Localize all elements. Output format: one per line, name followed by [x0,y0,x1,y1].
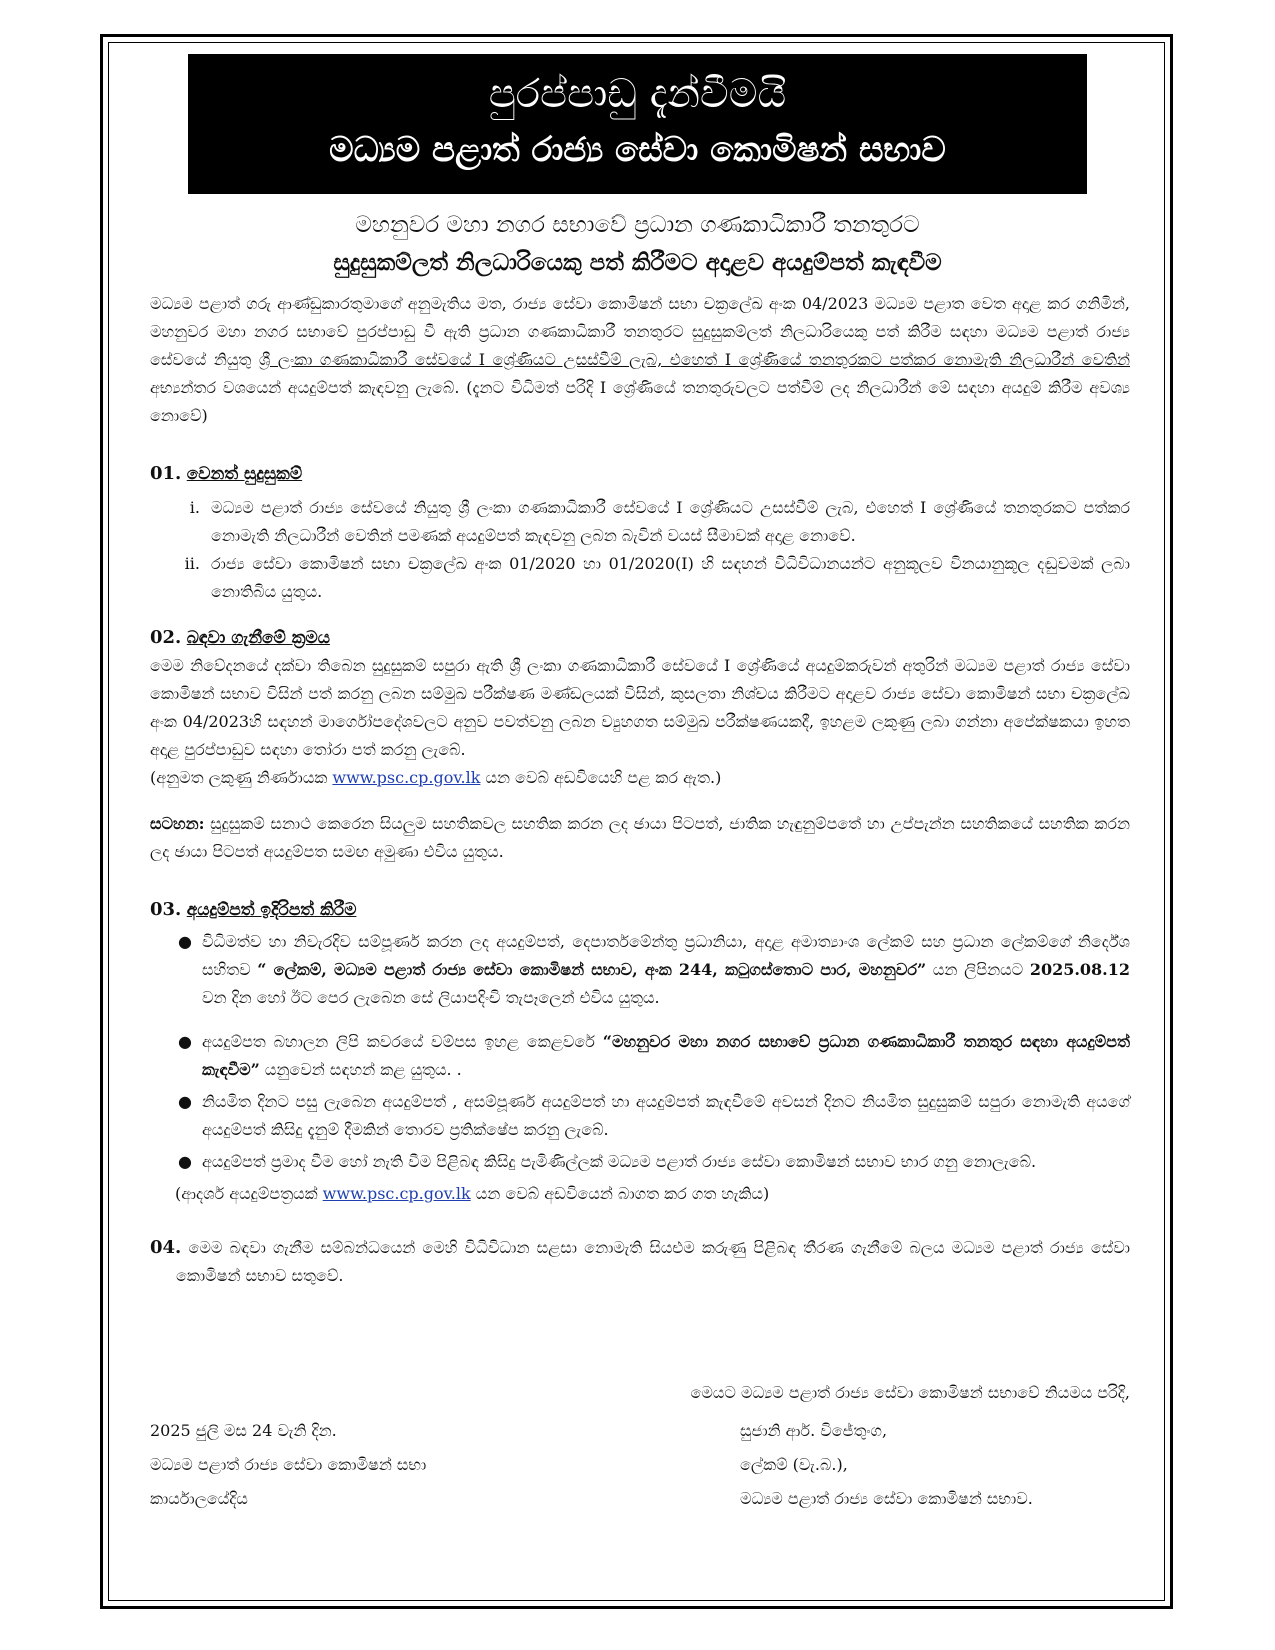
section-3-number: 03. [150,899,182,920]
section-application-submission [150,896,1130,1208]
qualification-list [150,494,1130,606]
header-banner [188,54,1087,194]
section-1-heading [150,460,1130,488]
list-item: ● විධිමත්ව හා නිවැරදිව සම්පූර්ණ කරන ලද අයදුම්පත්, දෙපාර්තමේන්තු ප්‍රධානියා, අදාළ අමාත්‍යාංශ ලේකම් සහ ප්‍රධාන ලේකම්ගේ නිර්දේශ සහිතව “ ලේකම්, මධ්‍යම පළාත් රාජ්‍ය සේවා කොමිෂන් සභාව, අංක 244, කටුගස්තොට පාර, මහනුවර” යන ලිපිනයට 2025.08.12 වන දින හෝ ඊට පෙර ලැබෙන සේ ලියාපදිංචි තැපෑලෙන් එවිය යුතුය. [190,928,1130,1012]
bullet-icon: ● [178,932,192,951]
order-line: මෙයට මධ්‍යම පළාත් රාජ්‍ය සේවා කොමිෂන් සභාවේ නියමය පරිදි, [690,1383,1130,1402]
intro-underlined-text: ශ්‍රී ලංකා ගණකාධිකාරී සේවයේ I ශ්‍රේණියට උසස්වීම් ලැබ, එහෙත් I ශ්‍රේණියේ තනතුරකට පත්කර නොමැති නිලධාරීන් වෙතින් [258,350,1130,369]
bullet-icon: ● [178,1032,192,1051]
list-item: ii. රාජ්‍ය සේවා කොමිෂන් සභා චක්‍රලේඛ අංක 01/2020 හා 01/2020(I) හි සඳහන් විධිවිධානයන්ට අනුකූලව විනයානුකූල දඬුවමක් ලබා නොතිබිය යුතුය. [205,550,1130,606]
section-1-title: වෙනත් සුදුසුකම් [186,464,303,484]
intro-text-2: අභ්‍යන්තර වශයෙන් අයදුම්පත් කැඳවනු ලැබේ. (දැනට විධිමත් පරිදි I ශ්‍රේණියේ තනතුරුවලට පත්වීම් ලද නිලධාරීන් මේ සඳහා අයදුම් කිරීම අවශ්‍ය නොවේ) [150,378,1130,425]
section-2-title: බඳවා ගැනීමේ ක්‍රමය [186,628,330,648]
section-4-number: 04. [150,1237,182,1258]
note-text: යන වෙබ් අඩවියෙහි පළ කර ඇත.) [480,768,722,787]
section-2-number: 02. [150,627,182,648]
remark-paragraph [150,810,1130,866]
office-line: මධ්‍යම පළාත් රාජ්‍ය සේවා කොමිෂන් සභා [150,1455,427,1474]
bullet-icon: ● [178,1152,192,1171]
marks-criteria-note [150,764,1130,792]
section-2-heading [150,624,1130,652]
header-title: පුරප්පාඩු දැන්වීමයි [488,71,787,117]
sample-form-note: (ආදර්ශ අයදුම්පත්‍රයක් www.psc.cp.gov.lk යන වෙබ් අඩවියෙන් බාගත කර ගත හැකිය) [175,1184,770,1203]
header-organization: මධ්‍යම පළාත් රාජ්‍ය සේවා කොමිෂන් සභාව [329,130,946,170]
envelope-label: “මහනුවර මහා නගර සභාවේ ප්‍රධාන ගණකාධිකාරී තනතුර සඳහා අයදුම්පත් කැඳවීම” [202,1032,1130,1079]
website-link[interactable]: www.psc.cp.gov.lk [332,768,481,787]
subtitle-line-2: සුදුසුකම්ලත් නිලධාරියෙකු පත් කිරීමට අදාළව අයදුම්පත් කැඳවීම [333,249,942,276]
issue-date: 2025 ජුලි මස 24 වැනි දින. [150,1421,337,1440]
section-final-authority [150,1234,1130,1290]
note-text: (අනුමත ලකුණු නිර්ණායක [150,768,333,787]
notice-body [150,290,1130,1290]
signature-block [150,1378,1130,1514]
notice-subtitle [140,206,1135,282]
office-line: කාර්යාලයේදිය [150,1489,248,1508]
section-recruitment-method [150,624,1130,866]
signatory-name: සුජානි ආර්. විජේතුංග, [740,1421,888,1440]
website-link[interactable]: www.psc.cp.gov.lk [322,1184,471,1203]
list-item: ● අයදුම්පත බහාලන ලිපි කවරයේ වම්පස ඉහළ කෙළවරේ “මහනුවර මහා නගර සභාවේ ප්‍රධාන ගණකාධිකාරී තනතුර සඳහා අයදුම්පත් කැඳවීම” යනුවෙන් සඳහන් කළ යුතුය. . [190,1028,1130,1084]
section-3-heading [150,896,1130,924]
section-1-number: 01. [150,463,182,484]
remark-label: සටහන: [150,814,205,833]
submission-list [150,928,1130,1176]
list-item: ● අයදුම්පත් ප්‍රමාද වීම හෝ නැති වීම පිළිබඳ කිසිදු පැමිණිල්ලක් මධ්‍යම පළාත් රාජ්‍ය සේවා කොමිෂන් සභාව භාර ගනු නොලැබේ. [190,1148,1130,1176]
intro-paragraph [150,290,1130,430]
list-item: i. මධ්‍යම පළාත් රාජ්‍ය සේවයේ නියුතු ශ්‍රී ලංකා ගණකාධිකාරී සේවයේ I ශ්‍රේණියට උසස්වීම් ලැබ, එහෙත් I ශ්‍රේණියේ තනතුරකට පත්කර නොමැති නිලධාරීන් වෙතින් පමණක් අයදුම්පත් කැඳවනු ලබන බැවින් වයස් සීමාවක් අදාළ නොවේ. [205,494,1130,550]
list-item: ● නියමිත දිනට පසු ලැබෙන අයදුම්පත් , අසම්පූර්ණ අයදුම්පත් හා අයදුම්පත් කැඳවීමේ අවසන් දිනට නියමිත සුදුසුකම් සපුරා නොමැති අයගේ අයදුම්පත් කිසිදු දැනුම් දීමකින් තොරව ප්‍රතික්ෂේප කරනු ලැබේ. [190,1088,1130,1144]
section-4-body: 04. මෙම බඳවා ගැනීම සම්බන්ධයෙන් මෙහි විධිවිධාන සළසා නොමැති සියළුම කරුණු පිළිබඳ තීරණ ගැනීමේ බලය මධ්‍යම පළාත් රාජ්‍ය සේවා කොමිෂන් සභාව සතුවේ. [150,1237,1130,1285]
section-3-title: අයදුම්පත් ඉදිරිපත් කිරීම [186,900,357,920]
subtitle-line-1: මහනුවර මහා නගර සභාවේ ප්‍රධාන ගණකාධිකාරී තනතුරට [355,212,920,238]
closing-date: 2025.08.12 [1029,960,1131,979]
remark-text: සුදුසුකම් සනාථ කෙරෙන සියලුම සහතිකවල සහතික කරන ලද ඡායා පිටපත්, ජාතික හැඳුනුම්පතේ හා උප්පැන්න සහතිකයේ සහතික කරන ලද ඡායා පිටපත් අයදුම්පත සමඟ අමුණා එවිය යුතුය. [150,814,1130,861]
section-other-qualifications [150,460,1130,606]
intro-text-1: මධ්‍යම පළාත් ගරු ආණ්ඩුකාරතුමාගේ අනුමැතිය මත, රාජ්‍ය සේවා කොමිෂන් සභා චක්‍රලේඛ අංක 04/2023 මධ්‍යම පළාත වෙත අදාළ කර ගනිමින්, මහනුවර මහා නගර සභාවේ පුරප්පාඩු වී ඇති ප්‍රධාන ගණකාධිකාරී තනතුරට සුදුසුකම්ලත් නිලධාරියෙකු පත් කිරීම සඳහා මධ්‍යම පළාත් රාජ්‍ය සේවයේ නියුතු [150,294,1130,369]
signatory-organization: මධ්‍යම පළාත් රාජ්‍ය සේවා කොමිෂන් සභාව. [740,1489,1033,1508]
postal-address: “ ලේකම්, මධ්‍යම පළාත් රාජ්‍ය සේවා කොමිෂන් සභාව, අංක 244, කටුගස්තොට පාර, මහනුවර” [257,960,927,979]
bullet-icon: ● [178,1092,192,1111]
section-2-body: මෙම නිවේදනයේ දක්වා තිබෙන සුදුසුකම් සපුරා ඇති ශ්‍රී ලංකා ගණකාධිකාරී සේවයේ I ශ්‍රේණියේ අයදුම්කරුවන් අතුරින් මධ්‍යම පළාත් රාජ්‍ය සේවා කොමිෂන් සභාව විසින් පත් කරනු ලබන සම්මුඛ පරීක්ෂණ මණ්ඩලයක් විසින්, කුසලතා නිශ්චය කිරීමට අදාළව රාජ්‍ය සේවා කොමිෂන් සභා චක්‍රලේඛ අංක 04/2023හි සඳහන් මාර්ගෝපදේශවලට අනුව පවත්වනු ලබන ව්‍යුහගත සම්මුඛ පරීක්ෂණයකදී, ඉහළම ලකුණු ලබා ගන්නා අපේක්ෂකයා ඉහත අදාළ පුරප්පාඩුව සඳහා තෝරා පත් කරනු ලැබේ. [150,656,1131,759]
signatory-designation: ලේකම් (වැ.බ.), [740,1455,848,1474]
